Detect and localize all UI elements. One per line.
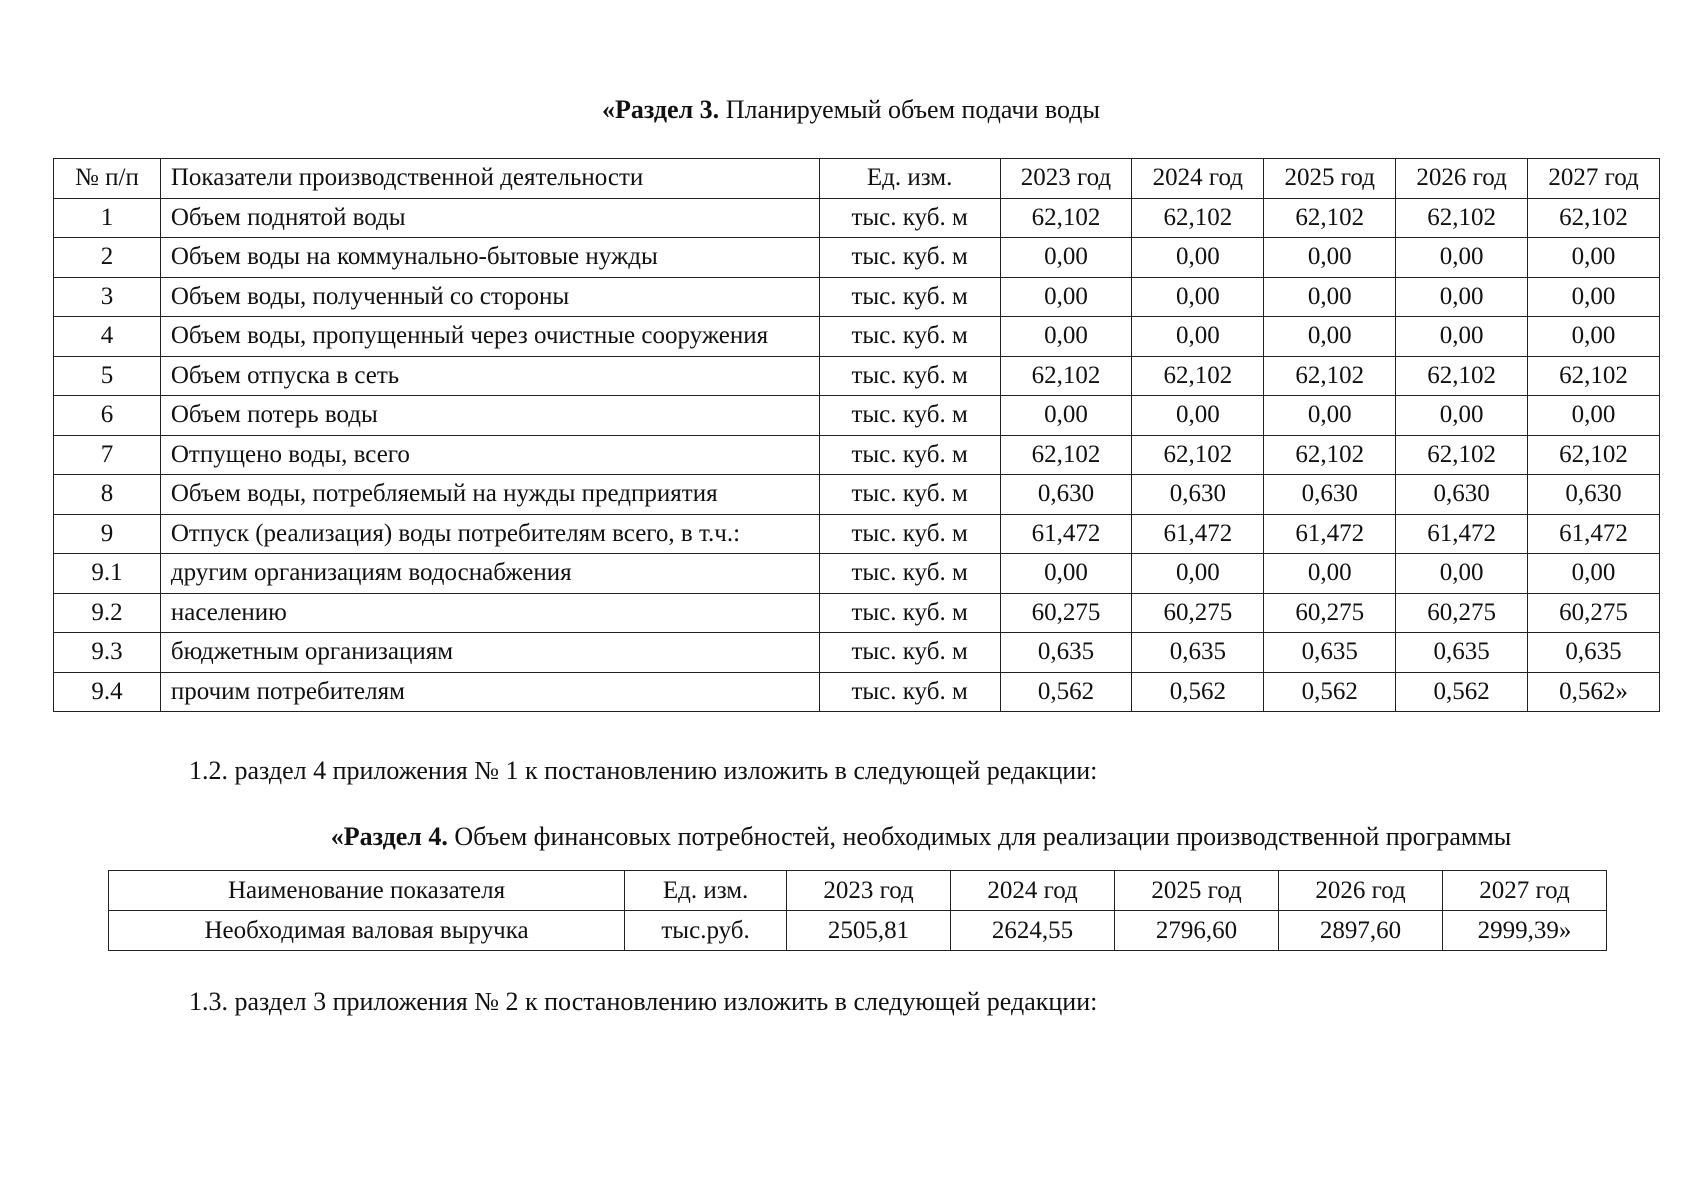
value-2026: 0,00 <box>1396 554 1528 594</box>
value-2025: 0,00 <box>1264 277 1396 317</box>
row-number: 9.2 <box>54 593 161 633</box>
value-2027: 0,00 <box>1528 317 1660 357</box>
row-unit: тыс. куб. м <box>819 672 1000 712</box>
value-2027: 0,00 <box>1528 277 1660 317</box>
value-2025: 0,00 <box>1264 238 1396 278</box>
value-2027: 60,275 <box>1528 593 1660 633</box>
row-number: 1 <box>54 198 161 238</box>
value-2026: 62,102 <box>1396 356 1528 396</box>
value-2027: 0,635 <box>1528 633 1660 673</box>
column-header-indicator: Показатели производственной деятельности <box>160 159 819 199</box>
table-row <box>54 396 1660 436</box>
column-header-2025: 2025 год <box>1264 159 1396 199</box>
value-2023: 60,275 <box>1000 593 1132 633</box>
value-2023: 62,102 <box>1000 356 1132 396</box>
column-header-unit: Ед. изм. <box>819 159 1000 199</box>
table-row <box>54 356 1660 396</box>
row-unit: тыс. куб. м <box>819 396 1000 436</box>
row-unit: тыс. куб. м <box>819 238 1000 278</box>
column-header-2024: 2024 год <box>1132 159 1264 199</box>
value-2024: 0,00 <box>1132 554 1264 594</box>
row-number: 9.3 <box>54 633 161 673</box>
row-indicator: Объем отпуска в сеть <box>160 356 819 396</box>
row-number: 8 <box>54 475 161 515</box>
value-2025: 60,275 <box>1264 593 1396 633</box>
value-2024: 0,562 <box>1132 672 1264 712</box>
row-unit: тыс. куб. м <box>819 317 1000 357</box>
value-2023: 0,635 <box>1000 633 1132 673</box>
value-2025: 62,102 <box>1264 356 1396 396</box>
value-2024: 0,630 <box>1132 475 1264 515</box>
row-number: 9 <box>54 514 161 554</box>
value-2025: 0,00 <box>1264 396 1396 436</box>
row-number: 9.1 <box>54 554 161 594</box>
table-row <box>54 514 1660 554</box>
section-4-heading-bold: «Раздел 4. <box>330 822 448 851</box>
table-row <box>54 593 1660 633</box>
value-2023: 0,00 <box>1000 238 1132 278</box>
value-2024: 0,635 <box>1132 633 1264 673</box>
section-4-heading-text: Объем финансовых потребностей, необходимых для реализации производственной программы <box>447 822 1512 851</box>
table-row <box>54 435 1660 475</box>
column-header-2026: 2026 год <box>1279 871 1443 911</box>
value-2023: 0,00 <box>1000 277 1132 317</box>
table-row <box>54 554 1660 594</box>
value-2025: 62,102 <box>1264 435 1396 475</box>
row-number: 3 <box>54 277 161 317</box>
table-header-row <box>54 159 1660 199</box>
row-indicator: Объем потерь воды <box>160 396 819 436</box>
column-header-2024: 2024 год <box>951 871 1115 911</box>
value-2024: 62,102 <box>1132 356 1264 396</box>
value-2027: 0,562» <box>1528 672 1660 712</box>
value-2023: 61,472 <box>1000 514 1132 554</box>
table-row <box>54 317 1660 357</box>
row-indicator: населению <box>160 593 819 633</box>
value-2023: 0,00 <box>1000 554 1132 594</box>
value-2023: 0,00 <box>1000 396 1132 436</box>
value-2025: 61,472 <box>1264 514 1396 554</box>
section-3-heading-bold: «Раздел 3. <box>602 95 720 124</box>
row-indicator: Отпуск (реализация) воды потребителям всего, в т.ч.: <box>160 514 819 554</box>
value-2024: 0,00 <box>1132 238 1264 278</box>
table-row <box>54 475 1660 515</box>
column-header-number: № п/п <box>54 159 161 199</box>
column-header-unit: Ед. изм. <box>625 871 787 911</box>
value-2026: 61,472 <box>1396 514 1528 554</box>
value-2026: 0,562 <box>1396 672 1528 712</box>
value-2025: 0,635 <box>1264 633 1396 673</box>
value-2025: 0,562 <box>1264 672 1396 712</box>
row-indicator: прочим потребителям <box>160 672 819 712</box>
section-4-heading <box>70 822 1702 852</box>
value-2027: 0,00 <box>1528 238 1660 278</box>
value-2027: 2999,39» <box>1443 911 1607 951</box>
row-unit: тыс. куб. м <box>819 277 1000 317</box>
value-2024: 62,102 <box>1132 198 1264 238</box>
value-2026: 0,00 <box>1396 277 1528 317</box>
value-2024: 62,102 <box>1132 435 1264 475</box>
row-unit: тыс. куб. м <box>819 633 1000 673</box>
value-2026: 62,102 <box>1396 435 1528 475</box>
column-header-2027: 2027 год <box>1528 159 1660 199</box>
row-number: 7 <box>54 435 161 475</box>
value-2026: 60,275 <box>1396 593 1528 633</box>
water-supply-table-body <box>54 198 1660 712</box>
table-row <box>54 672 1660 712</box>
row-indicator: Объем воды на коммунально-бытовые нужды <box>160 238 819 278</box>
column-header-2025: 2025 год <box>1115 871 1279 911</box>
row-name: Необходимая валовая выручка <box>109 911 625 951</box>
row-number: 2 <box>54 238 161 278</box>
financial-needs-table <box>108 870 1607 951</box>
row-number: 5 <box>54 356 161 396</box>
row-unit: тыс. куб. м <box>819 198 1000 238</box>
value-2023: 0,562 <box>1000 672 1132 712</box>
row-unit: тыс. куб. м <box>819 514 1000 554</box>
value-2024: 0,00 <box>1132 317 1264 357</box>
value-2026: 0,00 <box>1396 396 1528 436</box>
value-2023: 0,00 <box>1000 317 1132 357</box>
value-2024: 0,00 <box>1132 396 1264 436</box>
row-indicator: Объем воды, пропущенный через очистные сооружения <box>160 317 819 357</box>
paragraph-1-3: 1.3. раздел 3 приложения № 2 к постановлению изложить в следующей редакции: <box>189 987 1098 1016</box>
value-2027: 62,102 <box>1528 198 1660 238</box>
value-2024: 2624,55 <box>951 911 1115 951</box>
value-2023: 62,102 <box>1000 198 1132 238</box>
value-2027: 61,472 <box>1528 514 1660 554</box>
value-2027: 0,630 <box>1528 475 1660 515</box>
paragraph-1-2: 1.2. раздел 4 приложения № 1 к постановлению изложить в следующей редакции: <box>189 756 1098 785</box>
water-supply-table <box>53 158 1660 712</box>
row-unit: тыс.руб. <box>625 911 787 951</box>
column-header-2027: 2027 год <box>1443 871 1607 911</box>
table-row <box>54 633 1660 673</box>
column-header-2023: 2023 год <box>1000 159 1132 199</box>
value-2024: 60,275 <box>1132 593 1264 633</box>
value-2023: 0,630 <box>1000 475 1132 515</box>
row-unit: тыс. куб. м <box>819 475 1000 515</box>
row-unit: тыс. куб. м <box>819 435 1000 475</box>
row-indicator: Объем воды, полученный со стороны <box>160 277 819 317</box>
section-3-heading-text: Планируемый объем подачи воды <box>719 95 1100 124</box>
value-2024: 61,472 <box>1132 514 1264 554</box>
value-2023: 62,102 <box>1000 435 1132 475</box>
value-2027: 62,102 <box>1528 356 1660 396</box>
value-2025: 0,00 <box>1264 317 1396 357</box>
column-header-2026: 2026 год <box>1396 159 1528 199</box>
value-2026: 0,630 <box>1396 475 1528 515</box>
row-indicator: Объем воды, потребляемый на нужды предприятия <box>160 475 819 515</box>
value-2023: 2505,81 <box>787 911 951 951</box>
value-2027: 0,00 <box>1528 396 1660 436</box>
row-indicator: другим организациям водоснабжения <box>160 554 819 594</box>
column-header-indicator-name: Наименование показателя <box>109 871 625 911</box>
value-2026: 0,00 <box>1396 238 1528 278</box>
value-2027: 0,00 <box>1528 554 1660 594</box>
value-2026: 0,635 <box>1396 633 1528 673</box>
row-unit: тыс. куб. м <box>819 593 1000 633</box>
value-2026: 2897,60 <box>1279 911 1443 951</box>
row-unit: тыс. куб. м <box>819 356 1000 396</box>
row-indicator: бюджетным организациям <box>160 633 819 673</box>
table-row <box>54 277 1660 317</box>
row-indicator: Объем поднятой воды <box>160 198 819 238</box>
value-2026: 62,102 <box>1396 198 1528 238</box>
column-header-2023: 2023 год <box>787 871 951 911</box>
row-indicator: Отпущено воды, всего <box>160 435 819 475</box>
value-2026: 0,00 <box>1396 317 1528 357</box>
table-row <box>54 238 1660 278</box>
row-number: 6 <box>54 396 161 436</box>
value-2027: 62,102 <box>1528 435 1660 475</box>
value-2024: 0,00 <box>1132 277 1264 317</box>
section-3-heading <box>0 95 1702 125</box>
row-number: 9.4 <box>54 672 161 712</box>
row-number: 4 <box>54 317 161 357</box>
table-header-row <box>109 871 1607 911</box>
value-2025: 2796,60 <box>1115 911 1279 951</box>
table-row <box>109 911 1607 951</box>
value-2025: 0,00 <box>1264 554 1396 594</box>
row-unit: тыс. куб. м <box>819 554 1000 594</box>
table-row <box>54 198 1660 238</box>
value-2025: 0,630 <box>1264 475 1396 515</box>
value-2025: 62,102 <box>1264 198 1396 238</box>
